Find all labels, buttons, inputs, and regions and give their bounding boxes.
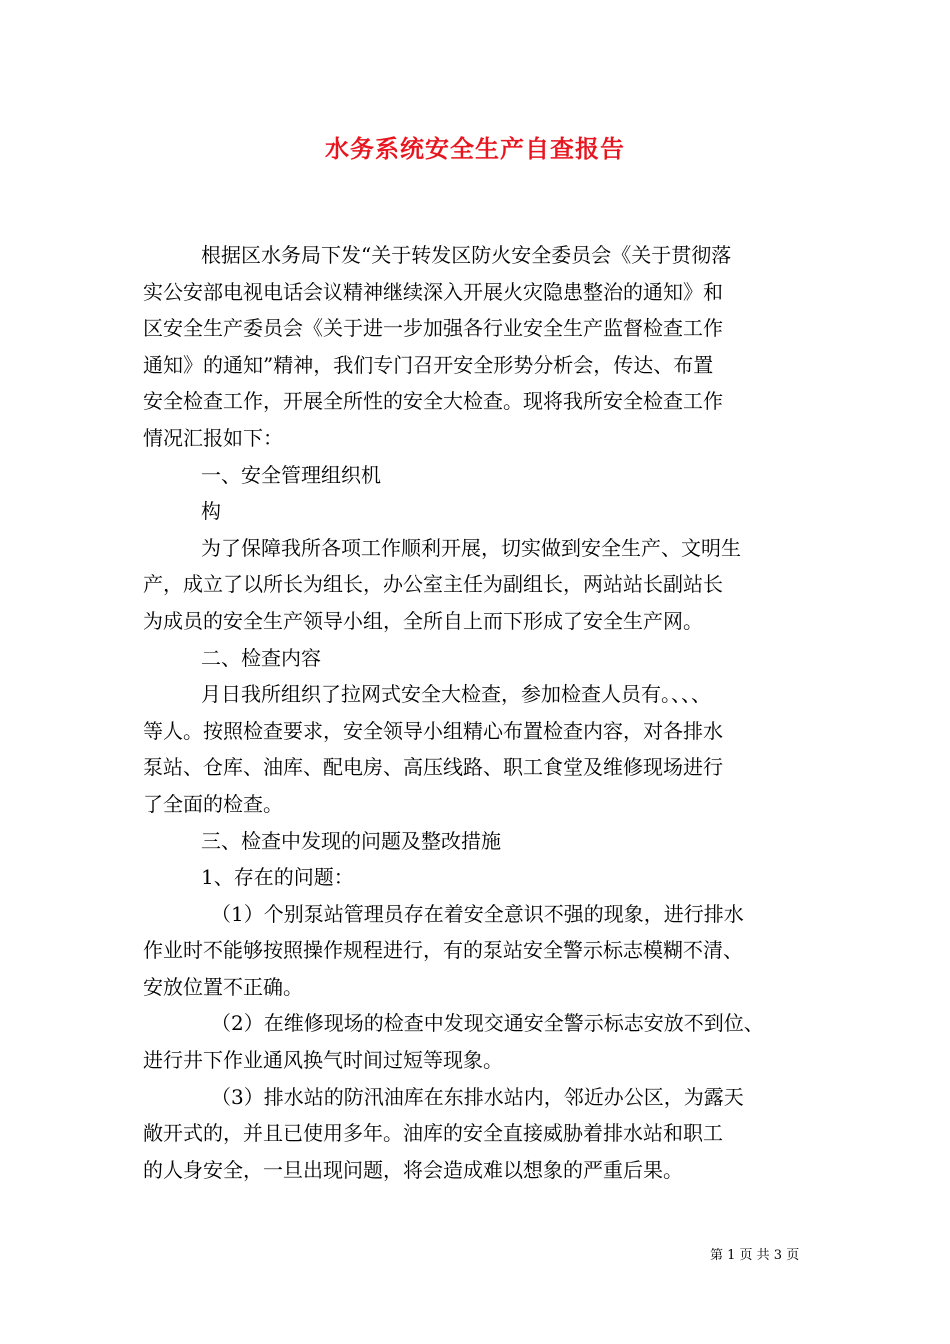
paragraph-line: 一、安全管理组织机	[201, 462, 381, 487]
paragraph-line: 实公安部电视电话会议精神继续深入开展火灾隐患整治的通知》和	[143, 279, 723, 304]
paragraph-line: 情况汇报如下：	[143, 425, 283, 450]
paragraph-line: 根据区水务局下发“关于转发区防火安全委员会《关于贯彻落	[201, 243, 732, 267]
paragraph-line: 安全检查工作，开展全所性的安全大检查。现将我所安全检查工作	[143, 389, 723, 414]
document-body	[143, 237, 808, 1188]
paragraph-line: （3）排水站的防汛油库在东排水站内，邻近办公区，为露天	[211, 1084, 744, 1109]
paragraph-line: （1）个别泵站管理员存在着安全意识不强的现象，进行排水	[211, 901, 744, 926]
paragraph-line: （2）在维修现场的检查中发现交通安全警示标志安放不到位、	[211, 1011, 764, 1036]
paragraph-line: 进行井下作业通风换气时间过短等现象。	[143, 1048, 503, 1073]
paragraph-line: 产，成立了以所长为组长，办公室主任为副组长，两站站长副站长	[143, 572, 723, 597]
paragraph-line: 等人。按照检查要求，安全领导小组精心布置检查内容，对各排水	[143, 718, 723, 743]
paragraph-line: 泵站、仓库、油库、配电房、高压线路、职工食堂及维修现场进行	[143, 755, 723, 780]
page-number: 第 1 页 共 3 页	[710, 1248, 800, 1263]
paragraph-line: 月日我所组织了拉网式安全大检查，参加检查人员有。、、、	[201, 682, 711, 707]
paragraph-line: 敞开式的，并且已使用多年。油库的安全直接威胁着排水站和职工	[143, 1121, 723, 1146]
paragraph-line: 1、存在的问题：	[201, 865, 354, 890]
paragraph-line: 构	[201, 499, 221, 524]
paragraph-line: 了全面的检查。	[143, 791, 283, 816]
paragraph-line: 通知》的通知”精神，我们专门召开安全形势分析会，传达、布置	[143, 352, 714, 377]
paragraph-line: 为成员的安全生产领导小组，全所自上而下形成了安全生产网。	[143, 608, 703, 633]
paragraph-line: 二、检查内容	[201, 645, 321, 670]
paragraph-line: 作业时不能够按照操作规程进行，有的泵站安全警示标志模糊不清、	[143, 938, 743, 963]
paragraph-line: 安放位置不正确。	[143, 974, 303, 999]
paragraph-line: 三、检查中发现的问题及整改措施	[201, 828, 501, 853]
paragraph-line: 区安全生产委员会《关于进一步加强各行业安全生产监督检查工作	[143, 316, 723, 341]
document-title: 水务系统安全生产自查报告	[325, 134, 625, 163]
paragraph-line: 为了保障我所各项工作顺利开展，切实做到安全生产、文明生	[201, 535, 741, 560]
paragraph-line: 的人身安全，一旦出现问题，将会造成难以想象的严重后果。	[143, 1157, 683, 1182]
